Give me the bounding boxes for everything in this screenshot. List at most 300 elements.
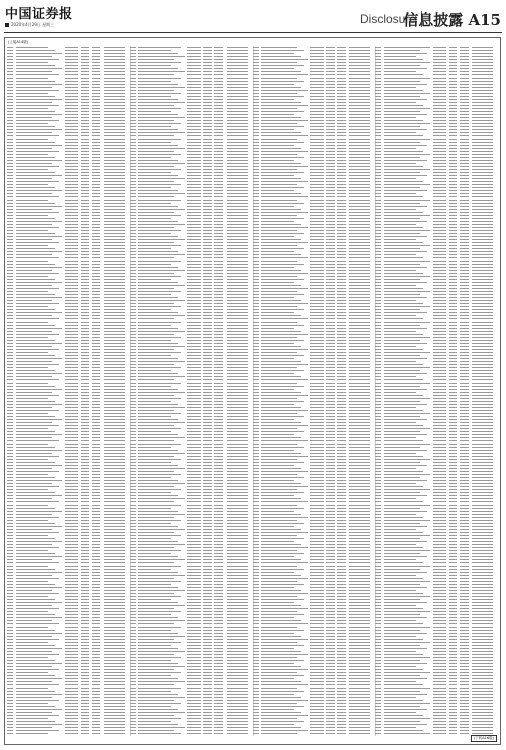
table-cell	[253, 651, 259, 652]
table-cell	[326, 450, 335, 451]
table-cell	[16, 190, 63, 191]
table-cell	[433, 56, 447, 57]
table-cell	[326, 370, 335, 371]
table-cell	[326, 462, 335, 463]
table-cell	[460, 123, 469, 124]
table-cell	[203, 523, 212, 524]
table-cell	[7, 312, 13, 313]
table-cell	[138, 477, 171, 478]
table-cell	[7, 535, 13, 536]
table-cell	[104, 309, 125, 310]
table-cell	[187, 135, 201, 136]
table-cell	[7, 724, 13, 725]
table-cell	[7, 248, 13, 249]
table-cell	[92, 462, 101, 463]
table-cell	[81, 300, 90, 301]
table-cell	[187, 187, 201, 188]
table-cell	[326, 154, 335, 155]
table-cell	[326, 145, 335, 146]
table-cell	[7, 462, 13, 463]
table-cell	[92, 489, 101, 490]
table-cell	[253, 126, 259, 127]
table-cell	[7, 437, 13, 438]
table-cell	[326, 230, 335, 231]
table-cell	[253, 422, 259, 423]
table-cell	[253, 303, 259, 304]
table-cell	[65, 337, 79, 338]
table-cell	[253, 352, 259, 353]
table-cell	[16, 148, 52, 149]
table-cell	[81, 178, 90, 179]
table-cell	[326, 111, 335, 112]
table-cell	[253, 447, 259, 448]
table-cell	[337, 459, 346, 460]
table-cell	[349, 523, 370, 524]
table-cell	[214, 544, 223, 545]
table-cell	[138, 623, 174, 624]
table-cell	[203, 148, 212, 149]
table-cell	[81, 224, 90, 225]
table-cell	[349, 343, 370, 344]
table-cell	[227, 684, 248, 685]
table-cell	[310, 352, 324, 353]
table-cell	[203, 654, 212, 655]
table-cell	[81, 218, 90, 219]
table-cell	[81, 697, 90, 698]
table-cell	[261, 309, 304, 310]
table-cell	[104, 623, 125, 624]
table-cell	[203, 617, 212, 618]
table-cell	[92, 297, 101, 298]
table-cell	[130, 187, 136, 188]
table-cell	[130, 349, 136, 350]
table-cell	[104, 206, 125, 207]
table-cell	[130, 657, 136, 658]
table-cell	[81, 556, 90, 557]
table-cell	[310, 401, 324, 402]
table-cell	[92, 56, 101, 57]
table-cell	[65, 425, 79, 426]
table-cell	[227, 270, 248, 271]
table-cell	[7, 486, 13, 487]
table-cell	[16, 193, 52, 194]
table-cell	[326, 648, 335, 649]
table-cell	[16, 593, 59, 594]
table-cell	[384, 105, 424, 106]
table-cell	[261, 468, 301, 469]
table-cell	[81, 581, 90, 582]
table-cell	[349, 53, 370, 54]
table-cell	[472, 148, 493, 149]
table-cell	[227, 590, 248, 591]
table-cell	[203, 340, 212, 341]
table-cell	[187, 437, 201, 438]
table-cell	[81, 437, 90, 438]
table-cell	[65, 623, 79, 624]
table-cell	[214, 370, 223, 371]
table-cell	[203, 410, 212, 411]
table-cell	[214, 514, 223, 515]
table-cell	[326, 206, 335, 207]
table-cell	[253, 538, 259, 539]
table-cell	[104, 65, 125, 66]
table-cell	[349, 602, 370, 603]
table-cell	[326, 306, 335, 307]
table-cell	[253, 389, 259, 390]
table-cell	[203, 718, 212, 719]
table-cell	[203, 477, 212, 478]
table-cell	[130, 688, 136, 689]
table-cell	[310, 636, 324, 637]
table-cell	[138, 215, 181, 216]
table-cell	[214, 78, 223, 79]
table-cell	[253, 236, 259, 237]
table-cell	[130, 538, 136, 539]
table-cell	[337, 569, 346, 570]
table-cell	[349, 358, 370, 359]
table-cell	[227, 334, 248, 335]
table-cell	[253, 566, 259, 567]
table-cell	[92, 669, 101, 670]
table-cell	[227, 706, 248, 707]
table-cell	[138, 575, 185, 576]
table-cell	[187, 718, 201, 719]
table-cell	[104, 605, 125, 606]
table-cell	[375, 108, 381, 109]
table-cell	[261, 523, 304, 524]
table-cell	[214, 99, 223, 100]
table-cell	[92, 361, 101, 362]
table-cell	[261, 108, 297, 109]
table-cell	[253, 630, 259, 631]
table-cell	[326, 666, 335, 667]
table-cell	[138, 730, 174, 731]
table-cell	[261, 620, 301, 621]
table-cell	[326, 105, 335, 106]
table-cell	[187, 566, 201, 567]
table-cell	[261, 62, 297, 63]
table-cell	[261, 605, 301, 606]
table-cell	[349, 248, 370, 249]
table-cell	[349, 419, 370, 420]
table-cell	[337, 105, 346, 106]
table-cell	[104, 285, 125, 286]
table-cell	[261, 532, 308, 533]
table-cell	[65, 581, 79, 582]
table-cell	[227, 239, 248, 240]
table-cell	[81, 239, 90, 240]
table-cell	[326, 688, 335, 689]
table-cell	[433, 81, 447, 82]
table-cell	[261, 471, 308, 472]
table-cell	[16, 248, 56, 249]
table-cell	[92, 431, 101, 432]
table-cell	[326, 456, 335, 457]
table-cell	[326, 718, 335, 719]
table-cell	[7, 349, 13, 350]
table-cell	[253, 297, 259, 298]
table-cell	[130, 181, 136, 182]
table-cell	[104, 456, 125, 457]
table-cell	[16, 279, 56, 280]
table-cell	[187, 248, 201, 249]
table-cell	[326, 242, 335, 243]
table-cell	[187, 541, 201, 542]
table-cell	[261, 419, 294, 420]
table-cell	[227, 294, 248, 295]
table-cell	[349, 261, 370, 262]
table-cell	[16, 505, 49, 506]
table-cell	[310, 514, 324, 515]
table-cell	[16, 398, 49, 399]
table-cell	[16, 462, 56, 463]
table-cell	[214, 306, 223, 307]
table-cell	[187, 154, 201, 155]
table-cell	[337, 602, 346, 603]
table-cell	[337, 187, 346, 188]
table-cell	[326, 71, 335, 72]
table-cell	[16, 617, 63, 618]
table-cell	[81, 654, 90, 655]
table-cell	[253, 370, 259, 371]
table-cell	[337, 556, 346, 557]
table-cell	[326, 279, 335, 280]
table-cell	[92, 276, 101, 277]
table-cell	[65, 666, 79, 667]
table-cell	[310, 657, 324, 658]
table-cell	[92, 623, 101, 624]
table-cell	[326, 675, 335, 676]
table-cell	[337, 639, 346, 640]
table-cell	[203, 691, 212, 692]
table-cell	[261, 239, 301, 240]
table-cell	[187, 297, 201, 298]
table-cell	[433, 139, 447, 140]
table-cell	[310, 456, 324, 457]
table-cell	[92, 727, 101, 728]
table-cell	[349, 608, 370, 609]
table-cell	[227, 114, 248, 115]
table-cell	[349, 206, 370, 207]
table-cell	[349, 373, 370, 374]
table-cell	[187, 584, 201, 585]
table-cell	[65, 93, 79, 94]
table-cell	[349, 535, 370, 536]
table-cell	[16, 645, 56, 646]
table-cell	[261, 578, 308, 579]
table-cell	[310, 62, 324, 63]
table-cell	[227, 99, 248, 100]
table-cell	[81, 672, 90, 673]
table-cell	[104, 215, 125, 216]
table-cell	[326, 581, 335, 582]
table-cell	[337, 465, 346, 466]
table-cell	[130, 169, 136, 170]
table-cell	[227, 209, 248, 210]
table-cell	[130, 370, 136, 371]
table-cell	[337, 93, 346, 94]
table-cell	[81, 633, 90, 634]
table-cell	[310, 276, 324, 277]
table-cell	[253, 648, 259, 649]
table-cell	[253, 212, 259, 213]
table-cell	[65, 343, 79, 344]
table-cell	[326, 566, 335, 567]
table-cell	[253, 328, 259, 329]
table-cell	[187, 117, 201, 118]
table-cell	[187, 273, 201, 274]
table-cell	[227, 352, 248, 353]
table-cell	[65, 627, 79, 628]
table-cell	[349, 65, 370, 66]
table-cell	[326, 120, 335, 121]
table-cell	[227, 727, 248, 728]
table-cell	[349, 227, 370, 228]
table-cell	[130, 282, 136, 283]
table-cell	[138, 105, 174, 106]
table-cell	[7, 614, 13, 615]
table-cell	[138, 434, 178, 435]
table-cell	[130, 364, 136, 365]
table-cell	[7, 242, 13, 243]
table-cell	[81, 129, 90, 130]
table-cell	[433, 78, 447, 79]
table-cell	[449, 99, 458, 100]
table-cell	[261, 691, 304, 692]
table-cell	[203, 651, 212, 652]
table-cell	[187, 166, 201, 167]
table-cell	[227, 517, 248, 518]
table-cell	[130, 132, 136, 133]
table-cell	[337, 572, 346, 573]
table-cell	[337, 282, 346, 283]
table-cell	[16, 209, 52, 210]
table-cell	[384, 65, 420, 66]
table-cell	[253, 471, 259, 472]
table-cell	[92, 328, 101, 329]
table-cell	[214, 389, 223, 390]
table-cell	[261, 715, 308, 716]
table-cell	[337, 257, 346, 258]
table-cell	[253, 559, 259, 560]
table-cell	[337, 325, 346, 326]
table-cell	[214, 675, 223, 676]
table-cell	[349, 492, 370, 493]
table-cell	[130, 578, 136, 579]
table-cell	[203, 623, 212, 624]
table-cell	[104, 398, 125, 399]
table-cell	[310, 120, 324, 121]
table-cell	[7, 111, 13, 112]
table-cell	[92, 709, 101, 710]
table-cell	[214, 532, 223, 533]
table-cell	[337, 261, 346, 262]
table-cell	[337, 132, 346, 133]
table-cell	[214, 688, 223, 689]
table-cell	[16, 151, 59, 152]
table-cell	[7, 633, 13, 634]
table-cell	[65, 715, 79, 716]
table-cell	[92, 68, 101, 69]
table-cell	[104, 480, 125, 481]
table-cell	[227, 733, 248, 734]
table-cell	[138, 337, 181, 338]
table-cell	[326, 733, 335, 734]
table-cell	[214, 730, 223, 731]
table-cell	[203, 279, 212, 280]
table-cell	[7, 65, 13, 66]
table-cell	[203, 492, 212, 493]
table-cell	[326, 447, 335, 448]
table-cell	[104, 145, 125, 146]
table-cell	[227, 254, 248, 255]
table-cell	[130, 233, 136, 234]
table-cell	[130, 645, 136, 646]
table-cell	[203, 230, 212, 231]
table-cell	[227, 599, 248, 600]
table-cell	[460, 108, 469, 109]
table-cell	[326, 547, 335, 548]
table-cell	[104, 492, 125, 493]
table-cell	[337, 355, 346, 356]
table-cell	[310, 505, 324, 506]
table-cell	[104, 68, 125, 69]
table-cell	[310, 581, 324, 582]
table-cell	[253, 230, 259, 231]
table-cell	[384, 62, 431, 63]
table-cell	[227, 639, 248, 640]
table-cell	[92, 227, 101, 228]
table-cell	[214, 123, 223, 124]
table-cell	[384, 135, 424, 136]
table-cell	[326, 392, 335, 393]
table-cell	[7, 700, 13, 701]
table-cell	[104, 596, 125, 597]
table-cell	[253, 617, 259, 618]
table-cell	[92, 617, 101, 618]
table-cell	[261, 276, 297, 277]
table-cell	[187, 529, 201, 530]
table-cell	[7, 413, 13, 414]
table-cell	[81, 422, 90, 423]
table-cell	[337, 553, 346, 554]
table-cell	[16, 200, 49, 201]
table-cell	[261, 355, 304, 356]
table-cell	[81, 245, 90, 246]
table-cell	[203, 724, 212, 725]
table-cell	[253, 383, 259, 384]
table-cell	[187, 392, 201, 393]
table-cell	[203, 468, 212, 469]
table-cell	[203, 675, 212, 676]
table-cell	[349, 108, 370, 109]
table-cell	[7, 139, 13, 140]
table-cell	[138, 87, 185, 88]
table-cell	[138, 203, 171, 204]
table-cell	[65, 154, 79, 155]
table-cell	[253, 239, 259, 240]
table-cell	[384, 148, 417, 149]
table-cell	[16, 663, 63, 664]
table-cell	[261, 248, 304, 249]
table-cell	[227, 181, 248, 182]
table-cell	[472, 71, 493, 72]
table-cell	[203, 221, 212, 222]
table-cell	[261, 596, 297, 597]
table-cell	[214, 703, 223, 704]
table-cell	[92, 352, 101, 353]
table-cell	[104, 315, 125, 316]
